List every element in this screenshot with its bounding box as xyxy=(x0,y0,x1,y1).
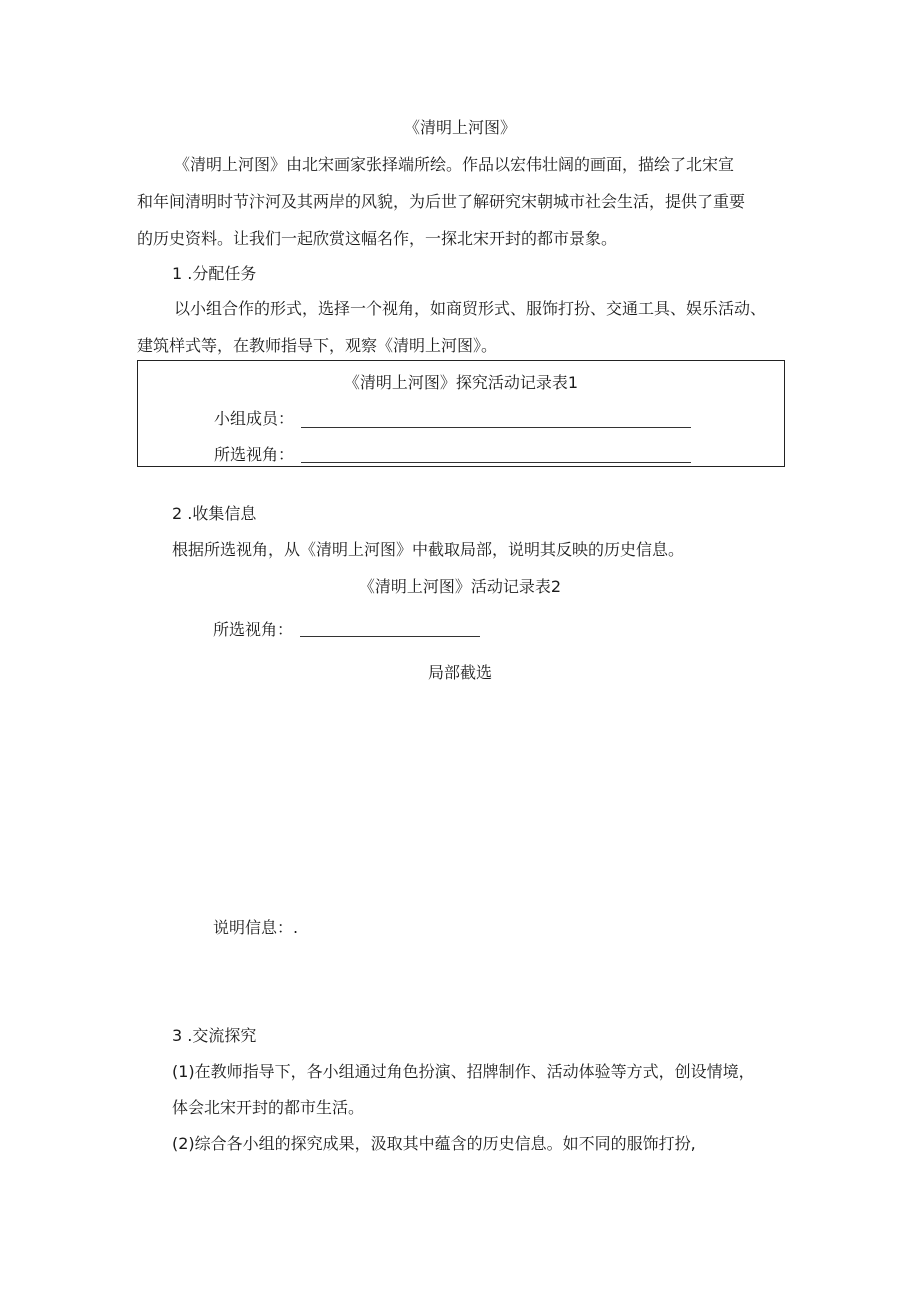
perspective-label-1: 所选视角： xyxy=(214,445,295,464)
perspective-field-1[interactable] xyxy=(301,462,691,463)
perspective-field-2[interactable] xyxy=(300,636,480,637)
section-3-item-1-line-1: (1)在教师指导下，各小组通过角色扮演、招牌制作、活动体验等方式，创设情境， xyxy=(172,1062,755,1081)
explain-info-label: 说明信息：. xyxy=(213,918,299,937)
section-2-heading: 2 .收集信息 xyxy=(172,504,257,523)
partial-crop-label: 局部截选 xyxy=(427,663,492,682)
intro-line-2: 和年间清明时节汴河及其两岸的风貌，为后世了解研究宋朝城市社会生活，提供了重要 xyxy=(137,192,746,211)
intro-line-1: 《清明上河图》由北宋画家张择端所绘。作品以宏伟壮阔的画面，描绘了北宋宣 xyxy=(174,155,735,174)
intro-line-3: 的历史资料。让我们一起欣赏这幅名作，一探北宋开封的都市景象。 xyxy=(137,229,618,248)
section-1-line-2: 建筑样式等，在教师指导下，观察《清明上河图》。 xyxy=(137,336,498,355)
record-table-1-caption: 《清明上河图》探究活动记录表1 xyxy=(343,373,579,392)
record-table-2-caption: 《清明上河图》活动记录表2 xyxy=(358,577,562,596)
perspective-label-2: 所选视角： xyxy=(213,620,294,639)
section-1-heading: 1 .分配任务 xyxy=(172,264,257,283)
section-1-line-1: 以小组合作的形式，选择一个视角，如商贸形式、服饰打扮、交通工具、娱乐活动、 xyxy=(174,299,767,318)
section-2-line-1: 根据所选视角，从《清明上河图》中截取局部，说明其反映的历史信息。 xyxy=(172,540,685,559)
section-3-heading: 3 .交流探究 xyxy=(172,1026,257,1045)
group-members-field[interactable] xyxy=(301,427,691,428)
section-3-item-2-line-1: (2)综合各小组的探究成果，汲取其中蕴含的历史信息。如不同的服饰打扮, xyxy=(172,1134,696,1153)
record-table-1 xyxy=(137,360,785,467)
section-3-item-1-line-2: 体会北宋开封的都市生活。 xyxy=(172,1098,365,1117)
group-members-label: 小组成员： xyxy=(214,409,295,428)
page-title: 《清明上河图》 xyxy=(403,118,516,137)
